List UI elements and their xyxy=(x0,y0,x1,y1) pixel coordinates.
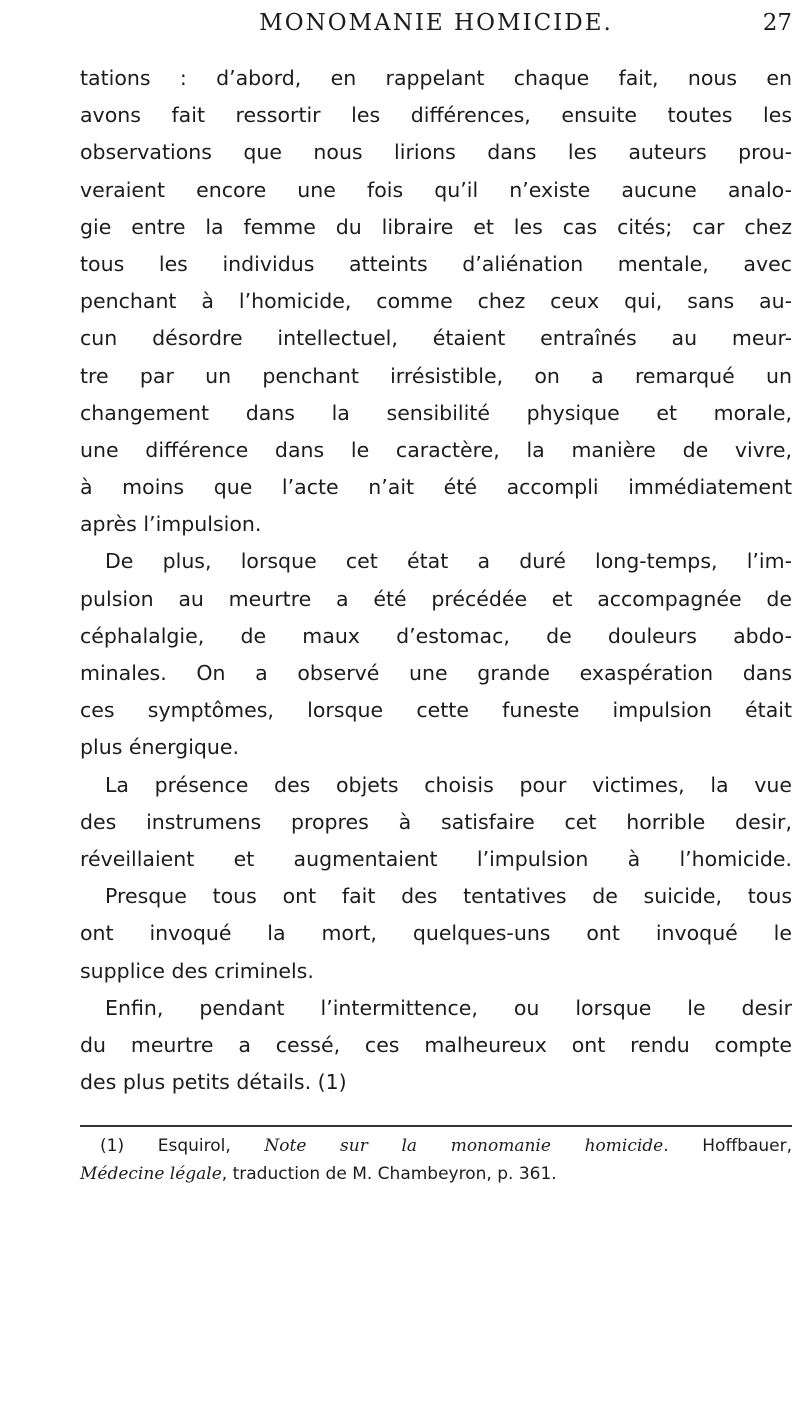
text-line: tre par un penchant irrésistible, on a remarqué un xyxy=(80,363,792,388)
text-line: gie entre la femme du libraire et les cas cités; car chez xyxy=(80,214,792,239)
text-line: ont invoqué la mort, quelques-uns ont invoqué le xyxy=(80,921,792,946)
page-number: 27 xyxy=(762,10,792,36)
text-line: réveillaient et augmentaient l’impulsion à l’homicide. xyxy=(80,846,792,871)
text-line: supplice des criminels. xyxy=(80,958,314,983)
text-line: plus énergique. xyxy=(80,735,240,760)
page-header xyxy=(80,6,792,42)
text-line: La présence des objets choisis pour victimes, la vue xyxy=(105,772,792,797)
running-title: MONOMANIE HOMICIDE. xyxy=(259,10,613,36)
text-line: des instrumens propres à satisfaire cet horrible desir, xyxy=(80,809,792,834)
footnote-line-1 xyxy=(80,1132,792,1160)
text-line: ces symptômes, lorsque cette funeste impulsion était xyxy=(80,698,792,723)
footnote-rule xyxy=(80,1125,792,1127)
footnote-work-title: Note sur la monomanie homicide. xyxy=(264,1136,669,1156)
footnote-author: Esquirol, xyxy=(157,1136,231,1156)
text-line: Enfin, pendant l’intermittence, ou lorsque le desir xyxy=(105,995,792,1020)
text-line: penchant à l’homicide, comme chez ceux qui, sans au- xyxy=(80,289,792,314)
footnote-marker: (1) xyxy=(100,1136,125,1156)
text-line: tous les individus atteints d’aliénation mentale, avec xyxy=(80,251,792,276)
text-line: à moins que l’acte n’ait été accompli immédiatement xyxy=(80,475,792,500)
footnote xyxy=(80,1132,792,1188)
text-line: veraient encore une fois qu’il n’existe aucune analo- xyxy=(80,177,792,202)
footnote-book-title: Médecine légale xyxy=(80,1164,222,1184)
text-line: après l’impulsion. xyxy=(80,512,262,537)
text-line: des plus petits détails. (1) xyxy=(80,1070,347,1095)
text-line: Presque tous ont fait des tentatives de suicide, tous xyxy=(105,884,792,909)
text-line: tations : d’abord, en rappelant chaque fait, nous en xyxy=(80,66,792,90)
text-line: pulsion au meurtre a été précédée et accompagnée de xyxy=(80,586,792,611)
footnote-line-2 xyxy=(80,1160,792,1188)
text-line: cun désordre intellectuel, étaient entraînés au meur- xyxy=(80,326,792,351)
text-line: De plus, lorsque cet état a duré long-temps, l’im- xyxy=(105,549,792,574)
body-text xyxy=(80,60,792,1101)
text-line: changement dans la sensibilité physique et morale, xyxy=(80,400,792,425)
text-line: observations que nous lirions dans les auteurs prou- xyxy=(80,140,792,165)
text-line: une différence dans le caractère, la manière de vivre, xyxy=(80,437,792,462)
footnote-citation: , traduction de M. Chambeyron, p. 361. xyxy=(221,1164,557,1184)
footnote-rest: Hoffbauer, xyxy=(702,1136,792,1156)
text-line: minales. On a observé une grande exaspération dans xyxy=(80,661,792,685)
text-line: céphalalgie, de maux d’estomac, de douleurs abdo- xyxy=(80,623,792,648)
text-line: avons fait ressortir les différences, ensuite toutes les xyxy=(80,103,792,128)
text-line: du meurtre a cessé, ces malheureux ont rendu compte xyxy=(80,1032,792,1057)
